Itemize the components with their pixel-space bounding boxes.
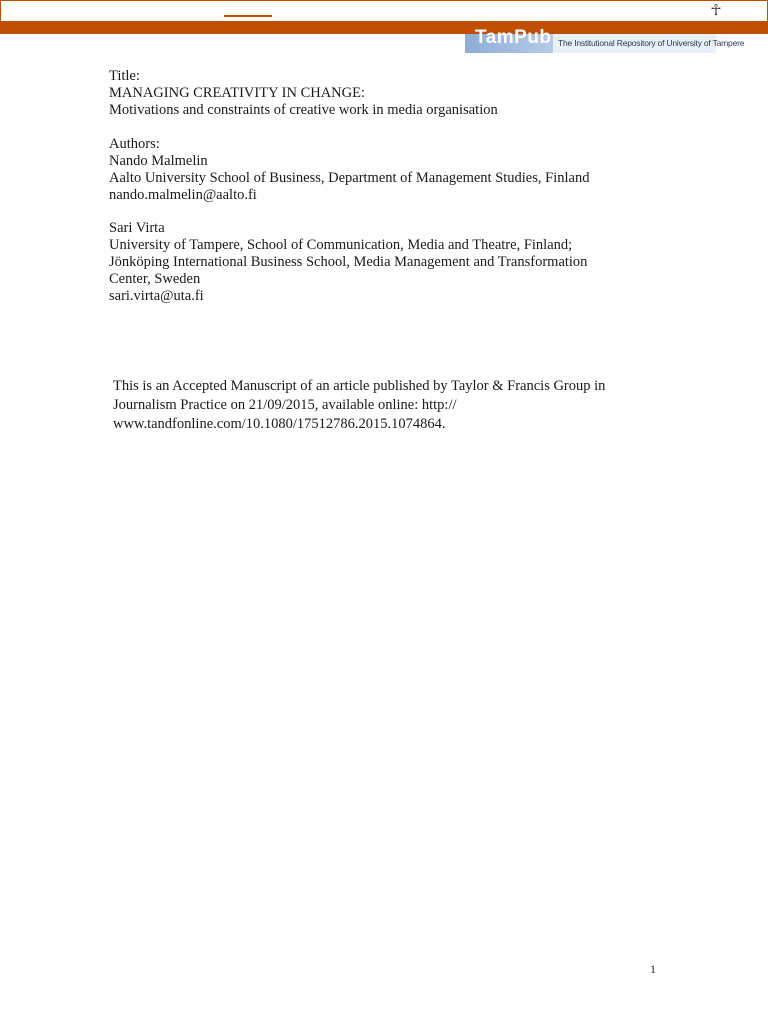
- publication-notice-line[interactable]: www.tandfonline.com/10.1080/17512786.2015.1074864.: [113, 416, 446, 432]
- repository-tagline: The Institutional Repository of University of Tampere: [558, 38, 745, 48]
- author-email[interactable]: nando.malmelin@aalto.fi: [109, 187, 257, 203]
- repository-logo-name: TamPub: [475, 27, 552, 48]
- publication-notice-line: This is an Accepted Manuscript of an article published by Taylor & Francis Group in: [113, 378, 606, 394]
- authors-label: Authors:: [109, 136, 160, 152]
- header-strip: [1, 1, 767, 21]
- header-underline: [224, 15, 272, 17]
- author-affiliation: Aalto University School of Business, Department of Management Studies, Finland: [109, 170, 590, 186]
- main-title: MANAGING CREATIVITY IN CHANGE:: [109, 85, 366, 101]
- author-affiliation: University of Tampere, School of Communication, Media and Theatre, Finland;: [109, 237, 573, 253]
- author-email[interactable]: sari.virta@uta.fi: [109, 288, 204, 304]
- emblem-icon: ☥: [710, 1, 722, 19]
- page-number: 1: [650, 962, 656, 976]
- repository-logo: [465, 27, 745, 53]
- repository-logo-block: [465, 27, 553, 53]
- author-name: Sari Virta: [109, 220, 165, 236]
- publication-notice-line[interactable]: Journalism Practice on 21/09/2015, available online: http://: [113, 397, 457, 413]
- author-affiliation: Jönköping International Business School, Media Management and Transformation: [109, 254, 588, 270]
- author-affiliation: Center, Sweden: [109, 271, 201, 287]
- author-name: Nando Malmelin: [109, 153, 208, 169]
- title-label: Title:: [109, 68, 140, 84]
- subtitle: Motivations and constraints of creative work in media organisation: [109, 102, 498, 118]
